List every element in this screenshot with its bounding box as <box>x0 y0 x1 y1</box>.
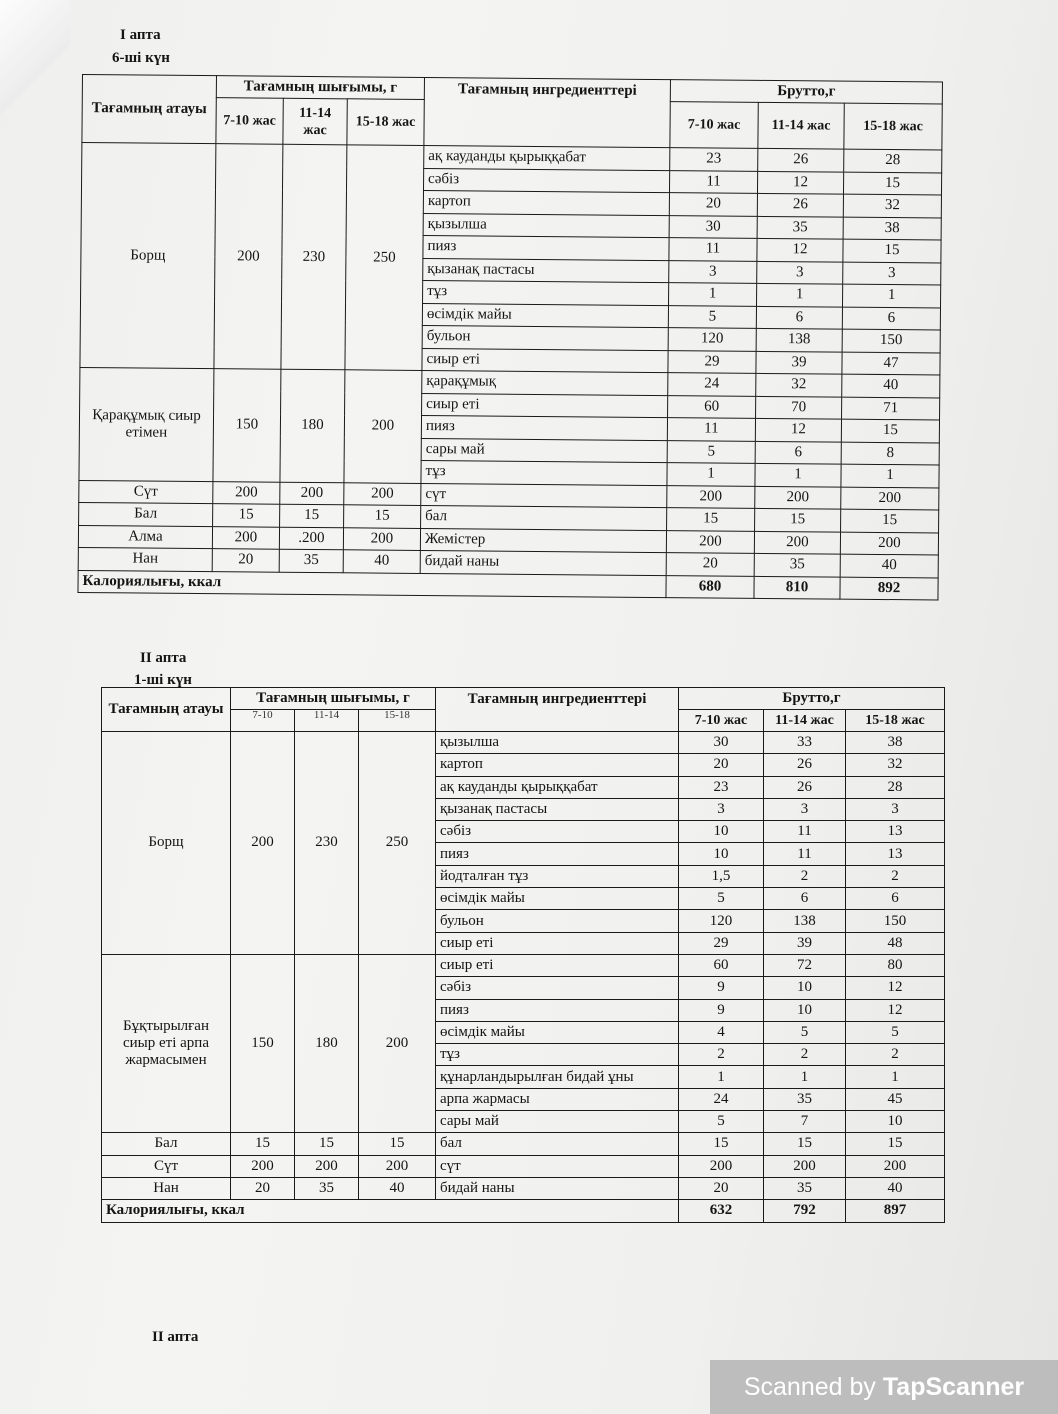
brutto-cell: 6 <box>764 888 846 910</box>
brutto-cell: 70 <box>756 396 842 419</box>
brutto-cell: 26 <box>764 776 846 798</box>
brutto-cell: 9 <box>679 977 764 999</box>
brutto-cell: 48 <box>846 932 945 954</box>
brutto-cell: 12 <box>846 977 945 999</box>
brutto-cell: 11 <box>667 418 755 441</box>
brutto-cell: 32 <box>843 194 941 217</box>
brutto-cell: 45 <box>846 1088 945 1110</box>
ingredient-cell: бульон <box>422 325 668 350</box>
brutto-cell: 15 <box>755 508 841 531</box>
yield-cell: 250 <box>359 732 436 955</box>
header-yield: Тағамның шығымы, г <box>216 76 424 100</box>
brutto-cell: 6 <box>755 441 841 464</box>
brutto-cell: 10 <box>764 977 846 999</box>
brutto-cell: 20 <box>679 1177 764 1199</box>
brutto-cell: 60 <box>668 395 756 418</box>
brutto-cell: 32 <box>846 754 945 776</box>
ingredient-cell: сиыр еті <box>422 393 668 418</box>
calories-value: 632 <box>679 1200 764 1222</box>
ingredient-cell: пияз <box>436 999 679 1021</box>
ingredient-cell: өсімдік майы <box>422 303 668 328</box>
yield-cell: 35 <box>279 549 343 572</box>
header-dish-name: Тағамның атауы <box>82 75 217 144</box>
brutto-cell: 12 <box>757 238 843 261</box>
brutto-cell: 39 <box>764 932 846 954</box>
brutto-cell: 9 <box>679 999 764 1021</box>
brutto-cell: 80 <box>846 954 945 976</box>
brutto-cell: 5 <box>846 1021 945 1043</box>
brutto-cell: 200 <box>841 487 939 510</box>
scanner-watermark <box>710 1360 1058 1414</box>
menu-table-week2-day1 <box>101 687 945 1223</box>
brutto-cell: 38 <box>846 732 945 754</box>
yield-cell: 15 <box>344 505 421 528</box>
brutto-cell: 3 <box>846 798 945 820</box>
brutto-cell: 20 <box>666 553 754 576</box>
dish-name-cell: Сүт <box>79 480 213 504</box>
brutto-cell: 20 <box>669 193 757 216</box>
yield-cell: 200 <box>343 527 420 550</box>
brutto-cell: 71 <box>842 397 940 420</box>
brutto-cell: 39 <box>756 351 842 374</box>
brutto-cell: 26 <box>758 148 844 171</box>
yield-cell: 20 <box>212 549 279 572</box>
header-brutto-age-11-14: 11-14 жас <box>764 710 846 732</box>
brutto-cell: 1 <box>846 1066 945 1088</box>
brutto-cell: 15 <box>846 1133 945 1155</box>
calories-value: 810 <box>754 576 840 599</box>
yield-cell: 200 <box>344 370 422 483</box>
brutto-cell: 35 <box>757 216 843 239</box>
brutto-cell: 15 <box>841 509 939 532</box>
yield-cell: 15 <box>231 1133 295 1155</box>
yield-cell: 200 <box>231 732 295 955</box>
brutto-cell: 2 <box>764 1044 846 1066</box>
ingredient-cell: тұз <box>421 460 667 485</box>
brutto-cell: 15 <box>843 172 941 195</box>
dish-name-cell: Қарақұмық сиыр етімен <box>79 367 214 481</box>
brutto-cell: 4 <box>679 1021 764 1043</box>
brutto-cell: 2 <box>846 865 945 887</box>
brutto-cell: 7 <box>764 1111 846 1133</box>
brutto-cell: 15 <box>679 1133 764 1155</box>
ingredient-cell: пияз <box>423 235 669 260</box>
brutto-cell: 30 <box>679 732 764 754</box>
brutto-cell: 120 <box>668 328 756 351</box>
brutto-cell: 23 <box>670 148 758 171</box>
yield-cell: 15 <box>213 504 280 527</box>
brutto-cell: 1 <box>841 464 939 487</box>
brutto-cell: 3 <box>843 262 941 285</box>
brutto-cell: 33 <box>764 732 846 754</box>
yield-cell: 200 <box>295 1155 359 1177</box>
day-label-2: 1-ші күн <box>134 672 192 688</box>
brutto-cell: 1 <box>755 463 841 486</box>
brutto-cell: 12 <box>755 418 841 441</box>
brutto-cell: 47 <box>842 352 940 375</box>
yield-cell: 180 <box>280 369 345 482</box>
ingredient-cell: сүт <box>421 483 667 508</box>
brutto-cell: 10 <box>679 843 764 865</box>
brutto-cell: 20 <box>679 754 764 776</box>
yield-cell: 180 <box>295 954 359 1132</box>
brutto-cell: 30 <box>669 215 757 238</box>
dish-name-cell: Нан <box>78 547 212 571</box>
brutto-cell: 2 <box>764 865 846 887</box>
ingredient-cell: бал <box>421 505 667 530</box>
ingredient-cell: картоп <box>436 754 679 776</box>
brutto-cell: 15 <box>764 1133 846 1155</box>
brutto-cell: 200 <box>679 1155 764 1177</box>
header-brutto-age-7-10: 7-10 жас <box>670 102 758 149</box>
brutto-cell: 26 <box>764 754 846 776</box>
brutto-cell: 15 <box>667 508 755 531</box>
header-yield-age-7-10: 7-10 жас <box>216 98 283 145</box>
header-dish-name: Тағамның атауы <box>102 688 231 732</box>
ingredient-cell: қарақұмық <box>422 370 668 395</box>
ingredient-cell: арпа жармасы <box>436 1088 679 1110</box>
brutto-cell: 1 <box>679 1066 764 1088</box>
brutto-cell: 200 <box>840 532 938 555</box>
brutto-cell: 29 <box>668 350 756 373</box>
brutto-cell: 23 <box>679 776 764 798</box>
brutto-cell: 10 <box>764 999 846 1021</box>
brutto-cell: 200 <box>667 485 755 508</box>
brutto-cell: 6 <box>756 306 842 329</box>
brutto-cell: 40 <box>840 554 938 577</box>
calories-value: 892 <box>840 577 938 600</box>
brutto-cell: 11 <box>764 821 846 843</box>
yield-cell: 15 <box>359 1133 436 1155</box>
brutto-cell: 28 <box>846 776 945 798</box>
yield-cell: 200 <box>359 954 436 1132</box>
yield-cell: 200 <box>212 526 279 549</box>
ingredient-cell: өсімдік майы <box>436 888 679 910</box>
header-yield-age-11-14: 11-14 <box>313 710 340 718</box>
yield-cell: 35 <box>295 1177 359 1199</box>
brutto-cell: 200 <box>666 530 754 553</box>
brutto-cell: 35 <box>764 1177 846 1199</box>
brutto-cell: 5 <box>667 440 755 463</box>
ingredient-cell: сиыр еті <box>436 954 679 976</box>
ingredient-cell: бульон <box>436 910 679 932</box>
header-ingredients: Тағамның ингредиенттері <box>424 77 671 147</box>
brutto-cell: 1 <box>669 283 757 306</box>
watermark-brand: TapScanner <box>882 1372 1025 1401</box>
ingredient-cell: сәбіз <box>436 821 679 843</box>
ingredient-cell: қызанақ пастасы <box>436 798 679 820</box>
brutto-cell: 8 <box>841 442 939 465</box>
brutto-cell: 24 <box>668 373 756 396</box>
yield-cell: 40 <box>343 550 420 573</box>
calories-label: Калориялығы, ккал <box>102 1200 679 1222</box>
brutto-cell: 1,5 <box>679 865 764 887</box>
brutto-cell: 24 <box>679 1088 764 1110</box>
brutto-cell: 3 <box>757 261 843 284</box>
brutto-cell: 35 <box>764 1088 846 1110</box>
brutto-cell: 138 <box>756 328 842 351</box>
week-label-2: ІІ апта <box>140 650 187 666</box>
brutto-cell: 12 <box>757 171 843 194</box>
brutto-cell: 11 <box>669 170 757 193</box>
yield-cell: 40 <box>359 1177 436 1199</box>
yield-cell: 230 <box>281 144 347 370</box>
brutto-cell: 35 <box>754 553 840 576</box>
dish-name-cell: Борщ <box>102 732 231 955</box>
page-curl <box>0 0 70 120</box>
table-row <box>102 1155 945 1177</box>
ingredient-cell: сары май <box>421 438 667 463</box>
header-brutto-age-15-18: 15-18 жас <box>846 710 945 732</box>
brutto-cell: 3 <box>669 260 757 283</box>
ingredient-cell: қызылша <box>423 213 669 238</box>
calories-value: 897 <box>846 1200 945 1222</box>
brutto-cell: 13 <box>846 821 945 843</box>
brutto-cell: 2 <box>846 1044 945 1066</box>
dish-name-cell: Борщ <box>80 143 216 369</box>
brutto-cell: 3 <box>764 798 846 820</box>
header-brutto: Брутто,г <box>679 688 945 710</box>
ingredient-cell: ақ кауданды қырыққабат <box>436 776 679 798</box>
brutto-cell: 1 <box>757 283 843 306</box>
brutto-cell: 29 <box>679 932 764 954</box>
header-ingredients: Тағамның ингредиенттері <box>436 688 679 732</box>
ingredient-cell: Жемістер <box>420 528 666 553</box>
brutto-cell: 15 <box>841 419 939 442</box>
brutto-cell: 5 <box>679 888 764 910</box>
brutto-cell: 10 <box>846 1111 945 1133</box>
ingredient-cell: пияз <box>436 843 679 865</box>
ingredient-cell: сәбіз <box>423 168 669 193</box>
ingredient-cell: өсімдік майы <box>436 1021 679 1043</box>
brutto-cell: 200 <box>764 1155 846 1177</box>
ingredient-cell: тұз <box>436 1044 679 1066</box>
menu-table-week1-day6 <box>77 74 942 600</box>
brutto-cell: 1 <box>764 1066 846 1088</box>
week-label-1: І апта <box>120 27 161 43</box>
brutto-cell: 150 <box>846 910 945 932</box>
yield-cell: 200 <box>231 1155 295 1177</box>
calories-label: Калориялығы, ккал <box>78 570 666 598</box>
brutto-cell: 150 <box>842 329 940 352</box>
brutto-cell: 200 <box>846 1155 945 1177</box>
yield-cell: 200 <box>214 144 283 370</box>
ingredient-cell: қызылша <box>436 732 679 754</box>
brutto-cell: 10 <box>679 821 764 843</box>
brutto-cell: 32 <box>756 373 842 396</box>
ingredient-cell: сүт <box>436 1155 679 1177</box>
brutto-cell: 11 <box>669 238 757 261</box>
ingredient-cell: ақ кауданды қырыққабат <box>424 145 670 170</box>
watermark-prefix: Scanned by <box>743 1372 876 1401</box>
day-label-1: 6-ші күн <box>112 50 170 66</box>
ingredient-cell: сиыр еті <box>422 348 668 373</box>
yield-cell: 250 <box>345 145 424 371</box>
ingredient-cell: картоп <box>423 190 669 215</box>
ingredient-cell: қызанақ пастасы <box>423 258 669 283</box>
brutto-cell: 11 <box>764 843 846 865</box>
brutto-cell: 15 <box>843 239 941 262</box>
brutto-cell: 2 <box>679 1044 764 1066</box>
yield-cell: 200 <box>359 1155 436 1177</box>
brutto-cell: 28 <box>844 149 942 172</box>
ingredient-cell: сәбіз <box>436 977 679 999</box>
brutto-cell: 200 <box>755 486 841 509</box>
brutto-cell: 6 <box>846 888 945 910</box>
brutto-cell: 1 <box>667 463 755 486</box>
dish-name-cell: Сүт <box>102 1155 231 1177</box>
brutto-cell: 138 <box>764 910 846 932</box>
header-yield-age-11-14: 11-14 жас <box>283 98 347 145</box>
dish-name-cell: Алма <box>78 525 212 549</box>
brutto-cell: 60 <box>679 954 764 976</box>
header-yield: Тағамның шығымы, г <box>231 688 436 710</box>
brutto-cell: 3 <box>679 798 764 820</box>
ingredient-cell: тұз <box>423 280 669 305</box>
calories-row <box>102 1200 945 1222</box>
brutto-cell: 200 <box>754 531 840 554</box>
yield-cell: 230 <box>295 732 359 955</box>
header-brutto-age-11-14: 11-14 жас <box>758 102 844 149</box>
brutto-cell: 5 <box>764 1021 846 1043</box>
brutto-cell: 120 <box>679 910 764 932</box>
table-row <box>102 1177 945 1199</box>
yield-cell: 150 <box>231 954 295 1132</box>
header-yield-age-7-10: 7-10 <box>252 710 273 718</box>
ingredient-cell: пияз <box>421 415 667 440</box>
header-brutto: Брутто,г <box>670 80 942 104</box>
dish-name-cell: Бал <box>79 502 213 526</box>
week-label-3: ІІ апта <box>152 1329 199 1345</box>
dish-name-cell: Бал <box>102 1133 231 1155</box>
table-row <box>102 954 945 976</box>
header-yield-age-15-18: 15-18 <box>384 710 410 718</box>
ingredient-cell: бидай наны <box>420 550 666 575</box>
yield-cell: 20 <box>231 1177 295 1199</box>
calories-value: 680 <box>666 575 754 598</box>
ingredient-cell: бал <box>436 1133 679 1155</box>
yield-cell: 150 <box>213 369 281 482</box>
calories-value: 792 <box>764 1200 846 1222</box>
brutto-cell: 13 <box>846 843 945 865</box>
brutto-cell: 5 <box>668 305 756 328</box>
table-row <box>102 1133 945 1155</box>
brutto-cell: 1 <box>842 284 940 307</box>
brutto-cell: 40 <box>842 374 940 397</box>
dish-name-cell: Бұқтырылған сиыр еті арпа жармасымен <box>102 954 231 1132</box>
brutto-cell: 5 <box>679 1111 764 1133</box>
ingredient-cell: бидай наны <box>436 1177 679 1199</box>
ingredient-cell: сиыр еті <box>436 932 679 954</box>
header-brutto-age-7-10: 7-10 жас <box>679 710 764 732</box>
brutto-cell: 6 <box>842 307 940 330</box>
ingredient-cell: құнарландырылған бидай ұны <box>436 1066 679 1088</box>
yield-cell: 15 <box>280 504 344 527</box>
yield-cell: 200 <box>280 482 344 505</box>
yield-cell: .200 <box>279 527 343 550</box>
header-brutto-age-15-18: 15-18 жас <box>844 103 942 150</box>
brutto-cell: 40 <box>846 1177 945 1199</box>
ingredient-cell: йодталған тұз <box>436 865 679 887</box>
brutto-cell: 12 <box>846 999 945 1021</box>
table-row <box>102 732 945 754</box>
brutto-cell: 72 <box>764 954 846 976</box>
yield-cell: 200 <box>344 482 421 505</box>
ingredient-cell: сары май <box>436 1111 679 1133</box>
yield-cell: 200 <box>213 481 280 504</box>
dish-name-cell: Нан <box>102 1177 231 1199</box>
brutto-cell: 38 <box>843 217 941 240</box>
yield-cell: 15 <box>295 1133 359 1155</box>
brutto-cell: 26 <box>757 193 843 216</box>
header-yield-age-15-18: 15-18 жас <box>347 99 424 146</box>
